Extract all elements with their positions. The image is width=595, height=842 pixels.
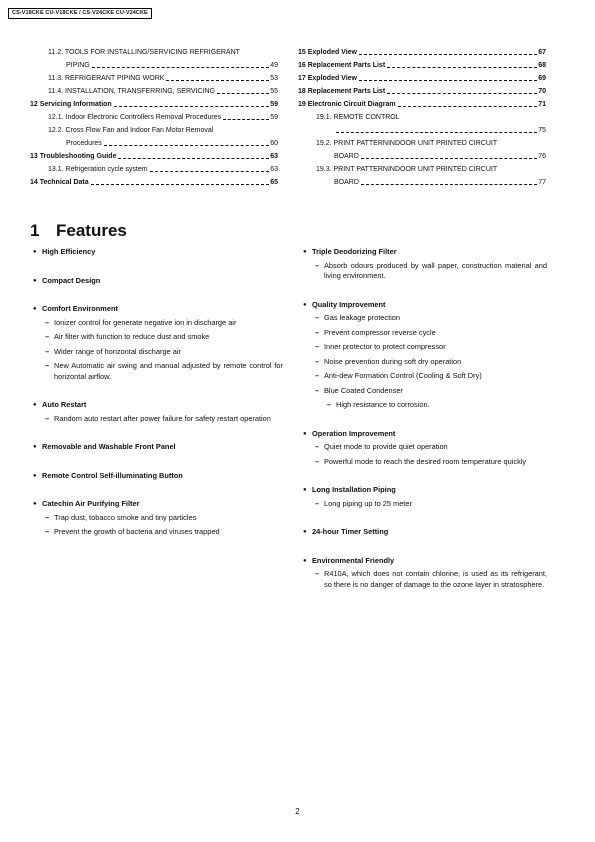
feature-heading [33, 276, 283, 287]
toc-entry[interactable] [298, 83, 546, 96]
feature-item-text: Random auto restart after power failure for safety restart operation [54, 413, 271, 423]
dash-icon: – [315, 260, 320, 270]
toc-entry-title: 11.3. REFRIGERANT PIPING WORK [48, 75, 165, 82]
feature-title: Compact Design [42, 275, 101, 285]
feature-item [303, 371, 547, 382]
feature-item [303, 457, 547, 468]
toc-leader-dots [217, 93, 269, 94]
feature-block [33, 400, 283, 424]
toc-entry-title: 12.2. Cross Flow Fan and Indoor Fan Motor Removal [48, 127, 214, 134]
toc-leader-dots [114, 106, 270, 107]
toc-page-number: 75 [538, 127, 546, 134]
feature-item [33, 527, 283, 538]
toc-entry-title: 13.1. Refrigeration cycle system [48, 166, 148, 173]
section-number: 1 [30, 221, 40, 240]
dash-icon: – [45, 332, 50, 341]
feature-title: Long Installation Piping [312, 485, 396, 494]
toc-page-number: 53 [270, 75, 278, 82]
feature-item-text: Prevent the growth of bacteria and viruses trapped [54, 527, 220, 536]
toc-entry-title: Procedures [66, 140, 102, 147]
toc-entry[interactable] [30, 44, 278, 57]
feature-block [33, 471, 283, 482]
toc-leader-dots [359, 54, 537, 55]
toc-page-number: 63 [270, 153, 278, 160]
dash-icon: – [315, 385, 320, 395]
dash-icon: – [315, 356, 320, 366]
toc-leader-dots [359, 80, 537, 81]
feature-item-text: Gas leakage protection [324, 313, 401, 322]
toc-entry-title: 12.1. Indoor Electronic Controllers Removal Procedures [48, 114, 222, 121]
feature-item [303, 499, 547, 510]
feature-item [33, 414, 283, 425]
toc-entry[interactable] [298, 161, 546, 174]
toc-entry[interactable] [30, 135, 278, 148]
toc-leader-dots [223, 119, 269, 120]
feature-heading [33, 247, 283, 258]
toc-leader-dots [104, 145, 269, 146]
toc-page-number: 71 [538, 101, 546, 108]
toc-page-number: 63 [270, 166, 278, 173]
toc-entry-title: 12 Servicing Information [30, 101, 112, 108]
toc-entry[interactable] [298, 109, 546, 122]
toc-entry-title: 11.4. INSTALLATION, TRANSFERRING, SERVICING [48, 88, 216, 95]
feature-title: Remote Control Self-illuminating Button [42, 470, 183, 480]
dash-icon: – [45, 361, 50, 370]
feature-heading [303, 247, 547, 258]
toc-entry[interactable] [30, 148, 278, 161]
toc-page-number: 70 [538, 88, 546, 95]
feature-title: Quality Improvement [312, 299, 386, 309]
toc-leader-dots [166, 80, 269, 81]
toc-leader-dots [150, 171, 270, 172]
dash-icon: – [315, 342, 320, 351]
dash-icon: – [327, 400, 332, 409]
toc-entry[interactable] [30, 161, 278, 174]
bullet-icon: ● [303, 529, 307, 535]
feature-title: Comfort Environment [42, 304, 118, 313]
feature-title: Environmental Friendly [312, 555, 395, 565]
model-header: CS-V18CKE CU-V18CKE / CS-V24CKE CU-V24CKE [8, 8, 152, 19]
toc-page-number: 77 [538, 179, 546, 186]
feature-item [303, 569, 547, 590]
toc-page-number: 59 [270, 101, 278, 108]
dash-icon: – [45, 346, 50, 356]
feature-heading [33, 400, 283, 411]
toc-entry-title: 13 Troubleshooting Guide [30, 153, 117, 160]
feature-title: Auto Restart [42, 400, 87, 409]
feature-item [303, 357, 547, 368]
toc-entry[interactable] [298, 122, 546, 135]
toc-entry[interactable] [298, 57, 546, 70]
feature-item [303, 261, 547, 282]
feature-item-text: Wider range of horizontal discharge air [54, 346, 181, 356]
toc-page-number: 60 [270, 140, 278, 147]
bullet-icon: ● [303, 301, 307, 308]
features-left-column [33, 247, 283, 556]
toc-leader-dots [92, 67, 269, 68]
feature-title: Removable and Washable Front Panel [42, 442, 176, 451]
toc-entry-title: BOARD [334, 153, 359, 160]
feature-item-text: Anti-dew Formation Control (Cooling & Soft Dry) [324, 371, 482, 380]
dash-icon: – [315, 442, 320, 451]
bullet-icon: ● [303, 430, 307, 437]
toc-right-column [298, 44, 546, 187]
feature-heading [303, 300, 547, 311]
feature-item [303, 313, 547, 324]
feature-block [303, 527, 547, 538]
feature-item [303, 442, 547, 453]
toc-entry[interactable] [298, 96, 546, 109]
feature-block [303, 247, 547, 282]
bullet-icon: ● [33, 277, 37, 284]
feature-title: 24-hour Timer Setting [312, 527, 389, 536]
feature-title: Operation Improvement [312, 428, 396, 438]
dash-icon: – [45, 527, 50, 536]
feature-block [33, 304, 283, 382]
feature-item-text: Absorb odours produced by wall paper, construction material and living environment. [324, 260, 547, 280]
feature-title: Catechin Air Purifying Filter [42, 499, 140, 508]
toc-entry[interactable] [30, 96, 278, 109]
toc-entry[interactable] [298, 148, 546, 161]
feature-item [33, 361, 283, 382]
toc-page-number: 67 [538, 49, 546, 56]
bullet-icon: ● [33, 501, 37, 507]
toc-entry-title: 11.2. TOOLS FOR INSTALLING/SERVICING REFRIGERANT [48, 49, 240, 56]
features-right-column [303, 247, 547, 608]
feature-heading [303, 556, 547, 567]
dash-icon: – [315, 327, 320, 337]
toc-entry-title: 17 Exploded View [298, 75, 358, 82]
toc-entry[interactable] [30, 83, 278, 96]
toc-entry[interactable] [298, 44, 546, 57]
toc-entry-title: 18 Replacement Parts List [298, 88, 386, 95]
toc-entry[interactable] [298, 70, 546, 83]
feature-item [33, 347, 283, 358]
feature-heading [303, 485, 547, 496]
dash-icon: – [45, 317, 50, 327]
feature-item [33, 318, 283, 329]
toc-leader-dots [398, 106, 538, 107]
feature-block [303, 485, 547, 509]
toc-entry-title: 19.2. PRINT PATTERNINDOOR UNIT PRINTED CIRCUIT [316, 140, 498, 147]
feature-item-text: Inner protector to protect compressor [324, 342, 446, 351]
toc-leader-dots [361, 184, 537, 185]
toc-entry[interactable] [30, 70, 278, 83]
feature-item-text: Noise prevention during soft dry operation [324, 356, 462, 366]
toc-page-number: 65 [270, 179, 278, 186]
toc-leader-dots [387, 93, 537, 94]
section-title-text: Features [56, 221, 127, 240]
page-number: 2 [295, 807, 300, 816]
toc-entry-title: 19 Electronic Circuit Diagram [298, 101, 396, 108]
feature-heading [303, 527, 547, 538]
dash-icon: – [315, 569, 320, 578]
toc-entry[interactable] [30, 109, 278, 122]
feature-item-text: R410A, which does not contain chlorine, is used as its refrigerant, so there is no danger of damage to the ozone layer in stratosphere. [324, 569, 547, 589]
dash-icon: – [315, 313, 320, 322]
toc-entry-title: 14 Technical Data [30, 179, 89, 186]
toc-entry-title: PIPING [66, 62, 90, 69]
toc-page-number: 68 [538, 62, 546, 69]
feature-item-text: New Automatic air swing and manual adjusted by remote control for horizontal airflow. [54, 361, 283, 381]
toc-leader-dots [118, 158, 269, 159]
feature-heading [33, 442, 283, 453]
feature-heading [33, 499, 283, 510]
toc-entry[interactable] [298, 135, 546, 148]
feature-block [33, 499, 283, 538]
dash-icon: – [315, 371, 320, 380]
toc-entry[interactable] [298, 174, 546, 187]
feature-block [33, 442, 283, 453]
bullet-icon: ● [303, 487, 307, 493]
bullet-icon: ● [33, 402, 37, 408]
toc-leader-dots [361, 158, 537, 159]
feature-block [303, 300, 547, 411]
feature-item-text: Trap dust, tobacco smoke and tiny particles [54, 512, 197, 522]
toc-page-number: 59 [270, 114, 278, 121]
feature-heading [303, 429, 547, 440]
dash-icon: – [315, 498, 320, 508]
feature-block [303, 556, 547, 591]
feature-item-text: Blue Coated Condenser [324, 385, 403, 395]
feature-heading [33, 471, 283, 482]
toc-page-number: 76 [538, 153, 546, 160]
toc-entry-title: BOARD [334, 179, 359, 186]
bullet-icon: ● [33, 306, 37, 312]
bullet-icon: ● [33, 472, 37, 479]
toc-page-number: 49 [270, 62, 278, 69]
toc-entry-title: 19.3. PRINT PATTERNINDOOR UNIT PRINTED CIRCUIT [316, 166, 498, 173]
feature-item-text: Ionizer control for generate negative ion in discharge air [54, 317, 237, 327]
toc-entry-title: 15 Exploded View [298, 49, 358, 56]
bullet-icon: ● [303, 249, 307, 255]
toc-page-number: 69 [538, 75, 546, 82]
feature-item-text: Powerful mode to reach the desired room temperature quickly [324, 456, 527, 466]
feature-item [303, 400, 547, 411]
feature-item [303, 386, 547, 397]
toc-entry[interactable] [30, 57, 278, 70]
feature-title: High Efficiency [42, 247, 96, 256]
toc-entry[interactable] [30, 174, 278, 187]
toc-entry-title: 16 Replacement Parts List [298, 62, 386, 69]
feature-item [303, 342, 547, 353]
feature-item [33, 332, 283, 343]
feature-heading [33, 304, 283, 315]
feature-block [303, 429, 547, 468]
bullet-icon: ● [33, 249, 37, 255]
toc-entry-title: 19.1. REMOTE CONTROL [316, 114, 400, 121]
feature-item-text: Air filter with function to reduce dust and smoke [54, 332, 210, 341]
feature-item-text: Quiet mode to provide quiet operation [324, 442, 448, 451]
toc-leader-dots [387, 67, 537, 68]
feature-block [33, 247, 283, 258]
section-title [30, 221, 127, 241]
dash-icon: – [315, 456, 320, 466]
bullet-icon: ● [33, 444, 37, 450]
toc-entry[interactable] [30, 122, 278, 135]
feature-item [303, 328, 547, 339]
toc-left-column [30, 44, 278, 187]
dash-icon: – [45, 413, 50, 423]
feature-item-text: Long piping up to 25 meter [324, 498, 412, 508]
toc-leader-dots [336, 132, 537, 133]
feature-item [33, 513, 283, 524]
feature-item-text: High resistance to corrosion. [336, 400, 430, 409]
feature-block [33, 276, 283, 287]
feature-title: Triple Deodorizing Filter [312, 247, 397, 256]
feature-item-text: Prevent compressor reverse cycle [324, 327, 436, 337]
dash-icon: – [45, 512, 50, 522]
bullet-icon: ● [303, 557, 307, 564]
toc-leader-dots [91, 184, 270, 185]
toc-page-number: 55 [270, 88, 278, 95]
